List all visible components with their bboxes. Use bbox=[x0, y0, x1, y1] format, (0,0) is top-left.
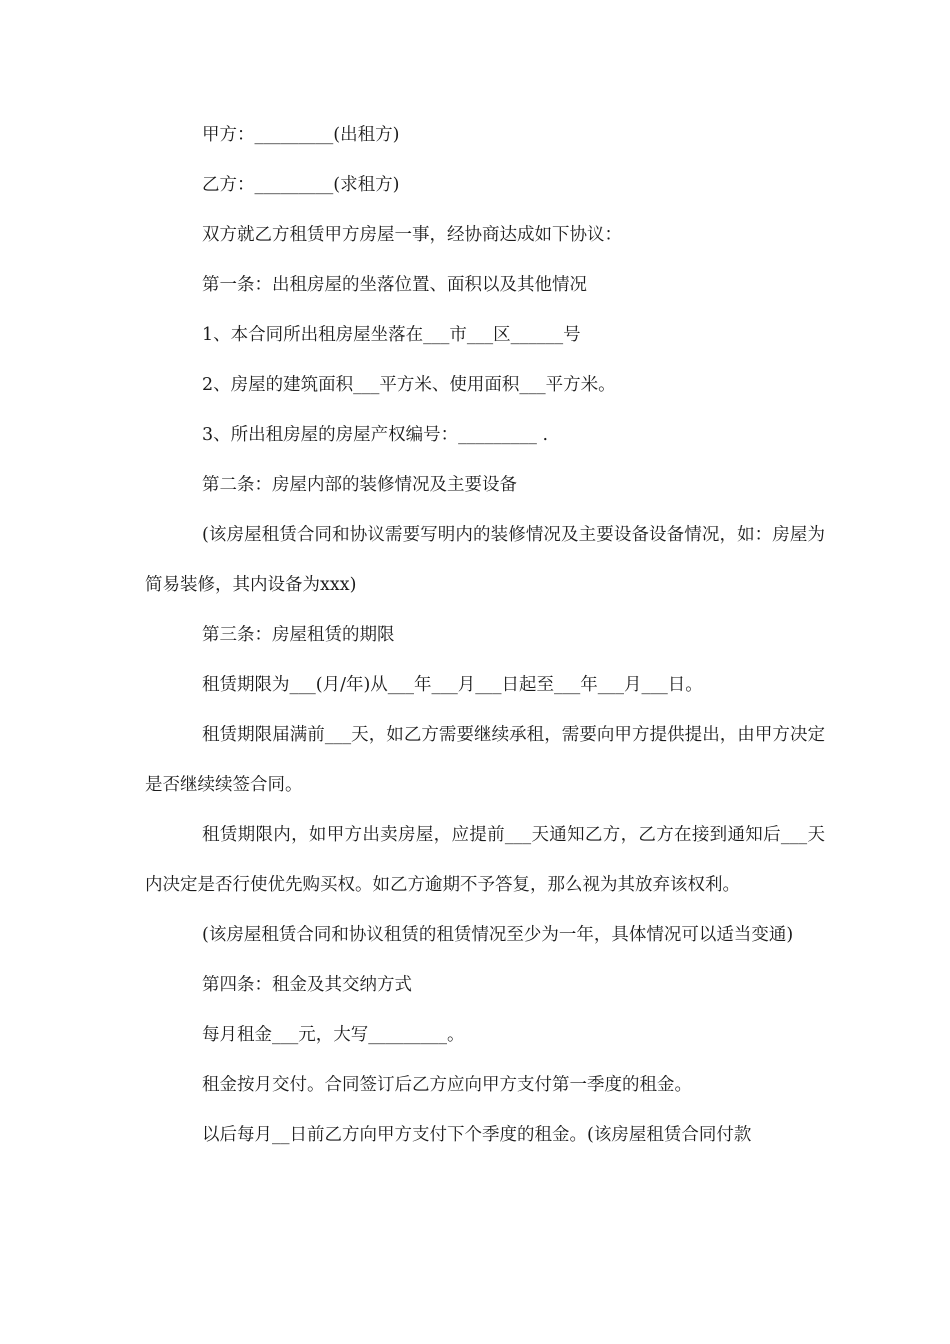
lease-term-line: 租赁期限为___(月/年)从___年___月___日起至___年___月___日。 bbox=[202, 675, 703, 695]
monthly-rent-line: 每月租金___元，大写_________。 bbox=[202, 1025, 465, 1045]
article-3-note: (该房屋租赁合同和协议租赁的租赁情况至少为一年，具体情况可以适当变通) bbox=[202, 925, 794, 945]
party-b-line: 乙方：_________(求租方) bbox=[202, 175, 400, 195]
agreement-intro: 双方就乙方租赁甲方房屋一事，经协商达成如下协议： bbox=[202, 225, 622, 245]
document-body bbox=[145, 110, 825, 1160]
rent-payment-clause: 租金按月交付。合同签订后乙方应向甲方支付第一季度的租金。 bbox=[202, 1075, 692, 1095]
article-1-item-2: 2、房屋的建筑面积___平方米、使用面积___平方米。 bbox=[202, 375, 616, 395]
article-1-item-1: 1、本合同所出租房屋坐落在___市___区______号 bbox=[202, 325, 581, 345]
article-2-heading: 第二条：房屋内部的装修情况及主要设备 bbox=[202, 475, 517, 495]
article-2-note: (该房屋租赁合同和协议需要写明内的装修情况及主要设备设备情况，如：房屋为简易装修，其内设备为xxx) bbox=[145, 525, 825, 595]
party-a-line: 甲方：_________(出租方) bbox=[202, 125, 400, 145]
preemption-clause: 租赁期限内，如甲方出卖房屋，应提前___天通知乙方，乙方在接到通知后___天内决定是否行使优先购买权。如乙方逾期不予答复，那么视为其放弃该权利。 bbox=[145, 825, 825, 895]
article-3-heading: 第三条：房屋租赁的期限 bbox=[202, 625, 395, 645]
article-4-heading: 第四条：租金及其交纳方式 bbox=[202, 975, 412, 995]
subsequent-payment-clause: 以后每月__日前乙方向甲方支付下个季度的租金。(该房屋租赁合同付款 bbox=[202, 1125, 752, 1145]
lease-renewal-clause: 租赁期限届满前___天，如乙方需要继续承租，需要向甲方提供提出，由甲方决定是否继续续签合同。 bbox=[145, 725, 825, 795]
article-1-item-3: 3、所出租房屋的房屋产权编号：_________ . bbox=[202, 425, 549, 445]
article-1-heading: 第一条：出租房屋的坐落位置、面积以及其他情况 bbox=[202, 275, 587, 295]
